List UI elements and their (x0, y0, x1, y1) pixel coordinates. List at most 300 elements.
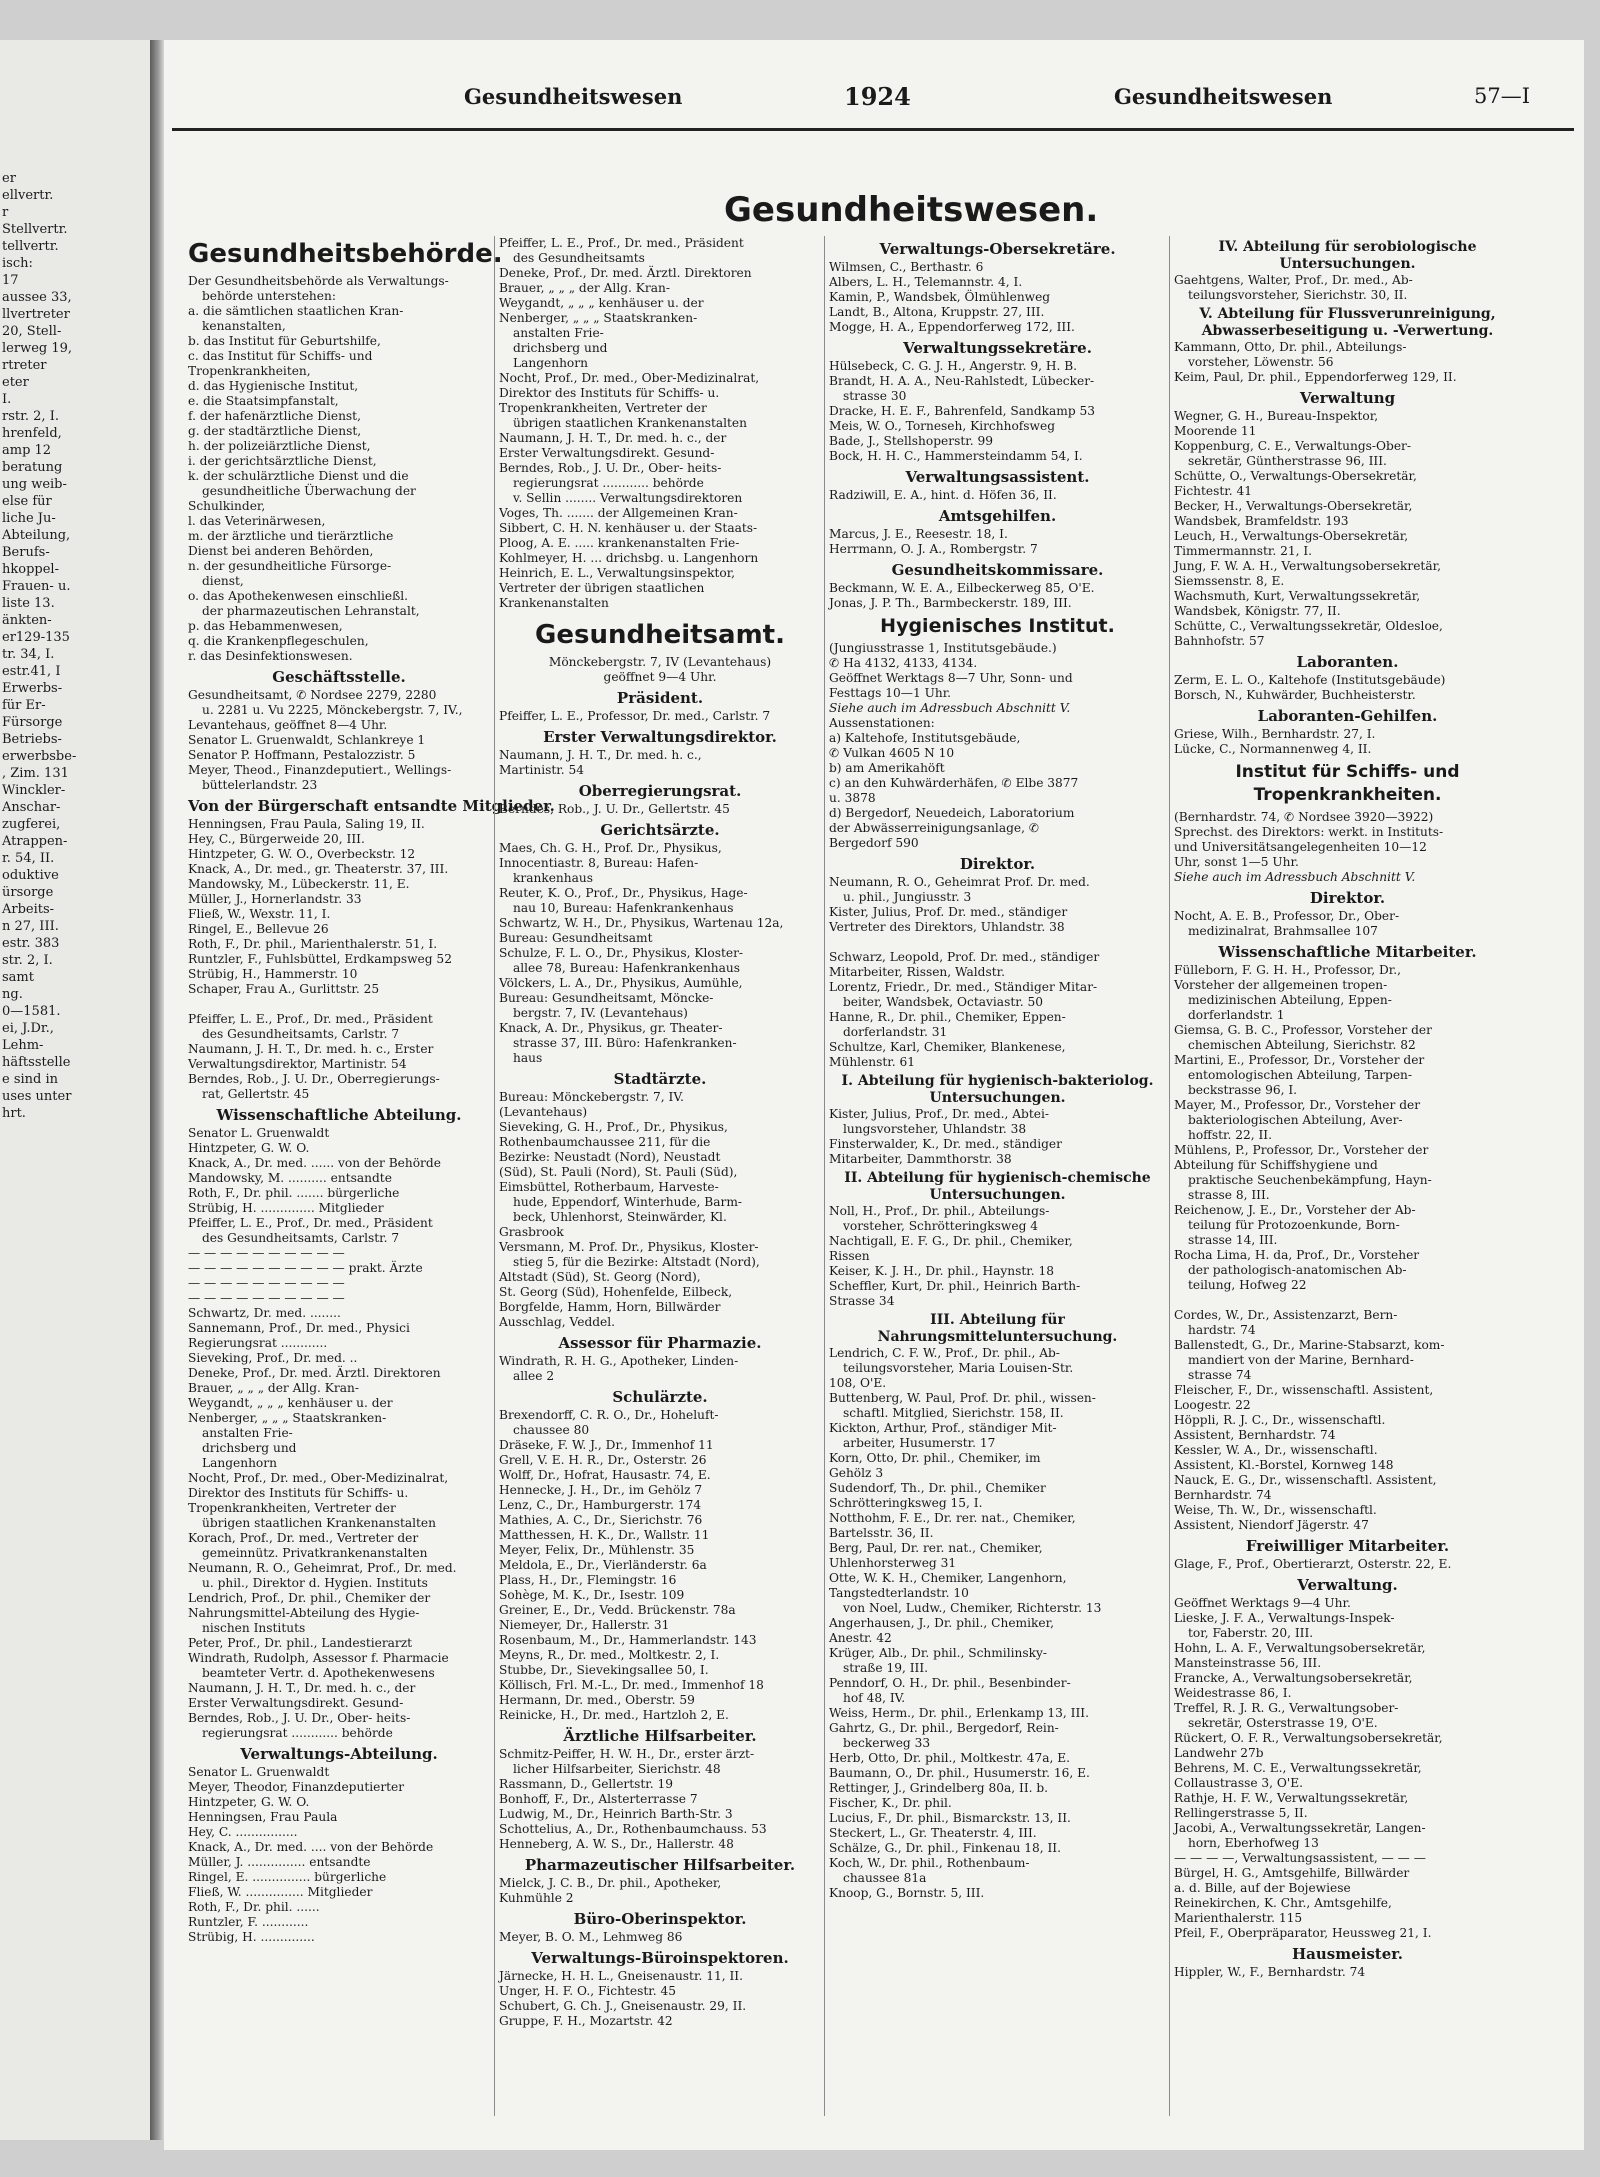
gesundheitsamt-section-entry: Meldola, E., Dr., Vierländerstr. 6a (499, 1558, 707, 1572)
gesundheitsamt-section-heading: Verwaltungs-Büroinspektoren. (531, 1949, 789, 1967)
staff-section-heading: Laboranten-Gehilfen. (1257, 707, 1438, 725)
tropen-section-entry: a. d. Bille, auf der Bojewiese (1174, 1881, 1351, 1895)
behoerde-member-entry: Nocht, Prof., Dr. med., Ober-Medizinalrat, (499, 371, 760, 385)
tropen-section-entry: sekretär, Osterstrasse 19, O'E. (1188, 1716, 1378, 1730)
tropen-section-entry: teilung für Protozoenkunde, Born- (1188, 1218, 1400, 1232)
abteilung-entry: Kickton, Arthur, Prof., ständiger Mit- (829, 1421, 1057, 1435)
tropen-section-entry: Geöffnet Werktags 9—4 Uhr. (1174, 1596, 1351, 1610)
behoerde-member-entry: Heinrich, E. L., Verwaltungsinspektor, (499, 566, 736, 580)
gesundheitsamt-section-entry: Unger, H. F. O., Fichtestr. 45 (499, 1984, 676, 1998)
tropen-section-entry: Assistent, Bernhardstr. 74 (1174, 1428, 1336, 1442)
geschaeftsstelle-entry: Senator P. Hoffmann, Pestalozzistr. 5 (188, 748, 416, 762)
gesundheitsamt-info: geöffnet 9—4 Uhr. (603, 670, 717, 684)
tropen-section-entry: Giemsa, G. B. C., Professor, Vorsteher der (1174, 1023, 1432, 1037)
gesundheitsamt-section-entry: allee 2 (513, 1369, 555, 1383)
gesundheitsamt-section-entry: Bureau: Gesundheitsamt (499, 931, 653, 945)
staff-section-entry: Schütte, C., Verwaltungssekretär, Oldesloe, (1174, 619, 1443, 633)
staff-section-entry: Dracke, H. E. F., Bahrenfeld, Sandkamp 53 (829, 404, 1096, 418)
gesundheitsamt-section-entry: bergstr. 7, IV. (Levantehaus) (513, 1006, 688, 1020)
behoerde-member-entry: des Gesundheitsamts (513, 251, 645, 265)
wiss-abteilung-entry: Sannemann, Prof., Dr. med., Physici (188, 1321, 410, 1335)
member-entry: Ringel, E., Bellevue 26 (188, 922, 329, 936)
staff-section-entry: Hülsebeck, C. G. J. H., Angerstr. 9, H. B. (829, 359, 1078, 373)
staff-section-entry: Becker, H., Verwaltungs-Obersekretär, (1174, 499, 1413, 513)
institut-info: der Abwässerreinigungsanlage, ✆ (829, 821, 1040, 835)
prev-page-text: 17 (2, 273, 19, 288)
direktor-entry: Mitarbeiter, Rissen, Waldstr. (829, 965, 1005, 979)
header-rule (172, 128, 1574, 131)
gesundheitsamt-section-entry: Pfeiffer, L. E., Professor, Dr. med., Carlstr. 7 (499, 709, 771, 723)
abteilung-entry: Keiser, K. J. H., Dr. phil., Haynstr. 18 (829, 1264, 1054, 1278)
gesundheitsamt-section-entry: Martinistr. 54 (499, 763, 585, 777)
prev-page-text: Stellvertr. (2, 222, 68, 237)
prev-page-text: lerweg 19, (2, 341, 73, 356)
geschaeftsstelle-entry: Senator L. Gruenwaldt, Schlankreye 1 (188, 733, 426, 747)
duty-item: n. der gesundheitliche Fürsorge- (188, 559, 392, 573)
gesundheitsamt-section-entry: Berndes, Rob., J. U. Dr., Gellertstr. 45 (499, 802, 730, 816)
tropen-section-entry: der pathologisch-anatomischen Ab- (1188, 1263, 1407, 1277)
abteilung-entry: teilungsvorsteher, Maria Louisen-Str. (843, 1361, 1074, 1375)
staff-section-entry: Brandt, H. A. A., Neu-Rahlstedt, Lübecker- (829, 374, 1095, 388)
duty-item: dienst, (202, 574, 244, 588)
duty-item: d. das Hygienische Institut, (188, 379, 359, 393)
staff-section-entry: Borsch, N., Kuhwärder, Buchheisterstr. (1174, 688, 1416, 702)
geschaeftsstelle-entry: Meyer, Theod., Finanzdeputiert., Wellings- (188, 763, 452, 777)
member-entry: Hey, C., Bürgerweide 20, III. (188, 832, 365, 846)
tropen-section-entry: Nauck, E. G., Dr., wissenschaftl. Assistent, (1174, 1473, 1437, 1487)
tropen-section-entry: Weidestrasse 86, I. (1174, 1686, 1292, 1700)
institut-info: Uhr, sonst 1—5 Uhr. (1174, 855, 1299, 869)
behoerde-member-entry: Kohlmeyer, H. ... drichsbg. u. Langenhorn (499, 551, 759, 565)
direktor-entry: Schwarz, Leopold, Prof. Dr. med., ständiger (829, 950, 1100, 964)
abteilung-entry: vorsteher, Löwenstr. 56 (1188, 355, 1334, 369)
gesundheitsamt-info: Mönckebergstr. 7, IV (Levantehaus) (548, 655, 772, 669)
wiss-abteilung-entry: Langenhorn (202, 1456, 277, 1470)
tropen-section-entry: praktische Seuchenbekämpfung, Hayn- (1188, 1173, 1432, 1187)
gesundheitsamt-section-entry: Lenz, C., Dr., Hamburgerstr. 174 (499, 1498, 702, 1512)
staff-section-heading: Gesundheitskommissare. (891, 561, 1104, 579)
prev-page-text: , Zim. 131 (2, 766, 69, 781)
prev-page-text: samt (2, 970, 34, 985)
prev-page-text: r. 54, II. (2, 851, 55, 866)
tropen-section-entry: Bürgel, H. G., Amtsgehilfe, Billwärder (1174, 1866, 1410, 1880)
tropen-section-entry: Kessler, W. A., Dr., wissenschaftl. (1174, 1443, 1378, 1457)
abteilung-heading: I. Abteilung für hygienisch-bakteriolog. Untersuchungen. (841, 1073, 1154, 1106)
tropen-section-heading: Freiwilliger Mitarbeiter. (1245, 1537, 1450, 1555)
wiss-abteilung-entry: drichsberg und (202, 1441, 297, 1455)
wiss-abteilung-entry: Knack, A., Dr. med. ...... von der Behörde (188, 1156, 441, 1170)
wiss-abteilung-entry: — — — — — — — — — — (188, 1291, 345, 1305)
institut-info: Siehe auch im Adressbuch Abschnitt V. (829, 701, 1071, 715)
gesundheitsamt-section-entry: stieg 5, für die Bezirke: Altstadt (Nord), (513, 1255, 760, 1269)
page-number: 57—I (1474, 84, 1531, 108)
gesundheitsamt-section-heading: Gerichtsärzte. (600, 821, 720, 839)
wiss-abteilung-entry: Brauer, „ „ „ der Allg. Kran- (188, 1381, 359, 1395)
gesundheitsamt-section-entry: allee 78, Bureau: Hafenkrankenhaus (513, 961, 741, 975)
abteilung-heading: IV. Abteilung für serobiologische Untersuchungen. (1218, 239, 1477, 272)
abteilung-entry: Anestr. 42 (829, 1631, 892, 1645)
wiss-abteilung-entry: anstalten Frie- (202, 1426, 293, 1440)
staff-section-heading: Laboranten. (1296, 653, 1399, 671)
tropen-section-entry: strasse 8, III. (1188, 1188, 1270, 1202)
tropen-section-entry: Landwehr 27b (1174, 1746, 1264, 1760)
abteilung-entry: Kammann, Otto, Dr. phil., Abteilungs- (1174, 340, 1407, 354)
gesundheitsamt-section-entry: Bonhoff, F., Dr., Alsterterrasse 7 (499, 1792, 698, 1806)
abteilung-entry: Rettinger, J., Grindelberg 80a, II. b. (829, 1781, 1049, 1795)
staff-section-heading: Verwaltungs-Obersekretäre. (879, 240, 1116, 258)
duty-item: i. der gerichtsärztliche Dienst, (188, 454, 377, 468)
gesundheitsamt-section-heading: Schulärzte. (612, 1388, 708, 1406)
geschaeftsstelle-entry: Levantehaus, geöffnet 8—4 Uhr. (188, 718, 388, 732)
tropen-section-heading: Wissenschaftliche Mitarbeiter. (1218, 943, 1477, 961)
prev-page-text: Winckler- (2, 783, 66, 798)
abteilung-entry: Koch, W., Dr. phil., Rothenbaum- (829, 1856, 1030, 1870)
column-2 (494, 236, 825, 2116)
prev-page-text: liche Ju- (2, 511, 56, 526)
prev-page-text: e sind in (2, 1072, 59, 1087)
institut-info: a) Kaltehofe, Institutsgebäude, (829, 731, 1021, 745)
staff-section-entry: Radziwill, E. A., hint. d. Höfen 36, II. (829, 488, 1057, 502)
tropen-section-entry: Fülleborn, F. G. H. H., Professor, Dr., (1174, 963, 1402, 977)
abteilung-entry: Sudendorf, Th., Dr. phil., Chemiker (829, 1481, 1046, 1495)
abteilung-entry: Strasse 34 (829, 1294, 895, 1308)
wiss-abteilung-entry: Weygandt, „ „ „ kenhäuser u. der (188, 1396, 393, 1410)
abteilung-entry: straße 19, III. (843, 1661, 929, 1675)
gesundheitsamt-section-entry: krankenhaus (513, 871, 593, 885)
prev-page-text: er (2, 171, 16, 186)
column-4 (1169, 236, 1525, 2116)
staff-section-entry: Griese, Wilh., Bernhardstr. 27, I. (1174, 727, 1376, 741)
duty-item: c. das Institut für Schiffs- und (188, 349, 373, 363)
wiss-abteilung-entry: Hintzpeter, G. W. O. (188, 1141, 310, 1155)
gesundheitsamt-section-entry: Niemeyer, Dr., Hallerstr. 31 (499, 1618, 670, 1632)
tropen-section-entry: Hohn, L. A. F., Verwaltungsobersekretär, (1174, 1641, 1426, 1655)
tropen-section-entry: beckstrasse 96, I. (1188, 1083, 1298, 1097)
behoerde-member-entry: Tropenkrankheiten, Vertreter der (499, 401, 707, 415)
staff-section-entry: Albers, L. H., Telemannstr. 4, I. (829, 275, 1023, 289)
behoerde-member-entry: Direktor des Instituts für Schiffs- u. (499, 386, 720, 400)
gesundheitsamt-section-entry: Bezirke: Neustadt (Nord), Neustadt (499, 1150, 721, 1164)
duty-item: m. der ärztliche und tierärztliche (188, 529, 394, 543)
tropen-section-entry: medizinalrat, Brahmsallee 107 (1188, 924, 1378, 938)
section-heading-hygienisches-institut: Hygienisches Institut. (880, 615, 1115, 637)
abteilung-entry: Korn, Otto, Dr. phil., Chemiker, im (829, 1451, 1041, 1465)
prev-page-text: hrt. (2, 1106, 26, 1121)
tropen-section-entry: Martini, E., Professor, Dr., Vorsteher der (1174, 1053, 1425, 1067)
staff-section-entry: Bock, H. H. C., Hammersteindamm 54, I. (829, 449, 1083, 463)
tropen-section-entry: Abteilung für Schiffshygiene und (1174, 1158, 1378, 1172)
prev-page-text: zugferei, (2, 817, 61, 832)
institut-info: Sprechst. des Direktors: werkt. in Instituts- (1174, 825, 1444, 839)
prev-page-text: ürsorge (2, 885, 54, 900)
verw-abteilung-entry: Roth, F., Dr. phil. ...... (188, 1900, 320, 1914)
tropen-section-entry: Mühlens, P., Professor, Dr., Vorsteher der (1174, 1143, 1429, 1157)
tropen-section-entry: Rathje, H. F. W., Verwaltungssekretär, (1174, 1791, 1409, 1805)
tropen-section-entry: bakteriologischen Abteilung, Aver- (1188, 1113, 1403, 1127)
wiss-abteilung-entry: Naumann, J. H. T., Dr. med. h. c., der (188, 1681, 416, 1695)
abteilung-entry: lungsvorsteher, Uhlandstr. 38 (843, 1122, 1027, 1136)
abteilung-entry: Finsterwalder, K., Dr. med., ständiger (829, 1137, 1062, 1151)
gesundheitsamt-section-entry: Reuter, K. O., Prof., Dr., Physikus, Hage- (499, 886, 748, 900)
member-entry: Strübig, H., Hammerstr. 10 (188, 967, 358, 981)
prev-page-text: liste 13. (2, 596, 55, 611)
member-entry (188, 997, 490, 1012)
wiss-abteilung-entry: gemeinnütz. Privatkrankenanstalten (202, 1546, 428, 1560)
prev-page-text: Anschar- (2, 800, 61, 815)
wiss-abteilung-entry: übrigen staatlichen Krankenanstalten (202, 1516, 436, 1530)
prev-page-text: I. (2, 392, 12, 407)
gesundheitsamt-section-heading: Erster Verwaltungsdirektor. (543, 728, 777, 746)
gesundheitsamt-section-entry: St. Georg (Süd), Hohenfelde, Eilbeck, (499, 1285, 733, 1299)
staff-section-entry: Jonas, J. P. Th., Barmbeckerstr. 189, III. (829, 596, 1072, 610)
gesundheitsamt-section-entry: Knack, A. Dr., Physikus, gr. Theater- (499, 1021, 723, 1035)
gesundheitsamt-section-entry: Matthessen, H. K., Dr., Wallstr. 11 (499, 1528, 710, 1542)
gesundheitsamt-section-heading: Stadtärzte. (613, 1070, 707, 1088)
institut-info: Bergedorf 590 (829, 836, 919, 850)
member-entry: Fließ, W., Wexstr. 11, I. (188, 907, 331, 921)
tropen-section-entry: Reinekirchen, K. Chr., Amtsgehilfe, (1174, 1896, 1392, 1910)
prev-page-text: 20, Stell- (2, 324, 62, 339)
member-entry: Roth, F., Dr. phil., Marienthalerstr. 51, I. (188, 937, 438, 951)
member-entry: Pfeiffer, L. E., Prof., Dr. med., Präsident (188, 1012, 433, 1026)
prev-page-text: llvertreter (2, 307, 70, 322)
gesundheitsamt-section-entry: Meyer, B. O. M., Lehmweg 86 (499, 1930, 683, 1944)
direktor-entry: Hanne, R., Dr. phil., Chemiker, Eppen- (829, 1010, 1066, 1024)
abteilung-entry: beckerweg 33 (843, 1736, 931, 1750)
gesundheitsamt-section-heading: Pharmazeutischer Hilfsarbeiter. (524, 1856, 796, 1874)
prev-page-text: Atrappen- (2, 834, 68, 849)
direktor-entry: Mühlenstr. 61 (829, 1055, 916, 1069)
tropen-section-entry: Rocha Lima, H. da, Prof., Dr., Vorsteher (1174, 1248, 1420, 1262)
duty-item: Tropenkrankheiten, (188, 364, 311, 378)
behoerde-member-entry: Voges, Th. ....... der Allgemeinen Kran- (499, 506, 738, 520)
gesundheitsamt-section-entry: Borgfelde, Hamm, Horn, Billwärder (499, 1300, 721, 1314)
gesundheitsamt-section-entry: Gruppe, F. H., Mozartstr. 42 (499, 2014, 673, 2028)
running-header (164, 84, 1584, 124)
behoerde-member-entry: Langenhorn (513, 356, 588, 370)
verw-abteilung-entry: Knack, A., Dr. med. .... von der Behörde (188, 1840, 434, 1854)
prev-page-text: beratung (2, 460, 63, 475)
behoerde-member-entry: drichsberg und (513, 341, 608, 355)
duty-item: g. der stadtärztliche Dienst, (188, 424, 362, 438)
tropen-section-entry: Jacobi, A., Verwaltungssekretär, Langen- (1174, 1821, 1426, 1835)
staff-section-heading: Verwaltungsassistent. (905, 468, 1090, 486)
staff-section-entry: strasse 30 (843, 389, 907, 403)
wiss-abteilung-entry: Nenberger, „ „ „ Staatskranken- (188, 1411, 387, 1425)
prev-page-text: ung weib- (2, 477, 67, 492)
behoerde-member-entry: Deneke, Prof., Dr. med. Ärztl. Direktoren (499, 266, 752, 280)
duty-item: gesundheitliche Überwachung der (202, 484, 416, 498)
gesundheitsamt-section-heading: Präsident. (616, 689, 704, 707)
abteilung-entry: Noll, H., Prof., Dr. phil., Abteilungs- (829, 1204, 1050, 1218)
gesundheitsamt-section-entry: Greiner, E., Dr., Vedd. Brückenstr. 78a (499, 1603, 736, 1617)
gesundheitsamt-section-entry: Schubert, G. Ch. J., Gneisenaustr. 29, II. (499, 1999, 747, 2013)
abteilung-entry: Steckert, L., Gr. Theaterstr. 4, III. (829, 1826, 1037, 1840)
staff-section-entry: Timmermannstr. 21, I. (1174, 544, 1313, 558)
prev-page-text: für Er- (2, 698, 46, 713)
member-entry: Verwaltungsdirektor, Martinistr. 54 (188, 1057, 407, 1071)
gesundheitsamt-section-heading: Büro-Oberinspektor. (573, 1910, 747, 1928)
gesundheitsamt-section-entry: beck, Uhlenhorst, Steinwärder, Kl. (513, 1210, 727, 1224)
duty-item: p. das Hebammenwesen, (188, 619, 343, 633)
verw-abteilung-entry: Strübig, H. .............. (188, 1930, 315, 1944)
prev-page-text: er129-135 (2, 630, 70, 645)
gesundheitsamt-section-entry: Eimsbüttel, Rotherbaum, Harveste- (499, 1180, 719, 1194)
staff-section-entry: Jung, F. W. A. H., Verwaltungsobersekretär, (1174, 559, 1441, 573)
prev-page-text: hrenfeld, (2, 426, 62, 441)
prev-page-text: else für (2, 494, 52, 509)
intro-line: Der Gesundheitsbehörde als Verwaltungs- (188, 274, 449, 288)
abteilung-entry: Knoop, G., Bornstr. 5, III. (829, 1886, 985, 1900)
prev-page-text: Arbeits- (2, 902, 55, 917)
abteilung-entry: Kister, Julius, Prof., Dr. med., Abtei- (829, 1107, 1049, 1121)
verw-abteilung-entry: Meyer, Theodor, Finanzdeputierter (188, 1780, 405, 1794)
abteilung-entry: Scheffler, Kurt, Dr. phil., Heinrich Barth- (829, 1279, 1081, 1293)
gesundheitsamt-section-entry: Bureau: Mönckebergstr. 7, IV. (499, 1090, 684, 1104)
wiss-abteilung-entry: Pfeiffer, L. E., Prof., Dr. med., Präsident (188, 1216, 433, 1230)
gesundheitsamt-section-entry: Völckers, L. A., Dr., Physikus, Aumühle, (499, 976, 743, 990)
staff-section-entry: Bahnhofstr. 57 (1174, 634, 1265, 648)
staff-section-entry: Wachsmuth, Kurt, Verwaltungssekretär, (1174, 589, 1421, 603)
gesundheitsamt-section-entry: Ludwig, M., Dr., Heinrich Barth-Str. 3 (499, 1807, 733, 1821)
institut-info: Festtags 10—1 Uhr. (829, 686, 952, 700)
verw-abteilung-entry: Hintzpeter, G. W. O. (188, 1795, 310, 1809)
gesundheitsamt-section-entry: Rassmann, D., Gellertstr. 19 (499, 1777, 674, 1791)
wiss-abteilung-entry: Strübig, H. .............. Mitglieder (188, 1201, 384, 1215)
duty-item: r. das Desinfektionswesen. (188, 649, 353, 663)
abteilung-entry: Lendrich, C. F. W., Prof., Dr. phil., Ab- (829, 1346, 1060, 1360)
abteilung-entry: Lucius, F., Dr. phil., Bismarckstr. 13, II. (829, 1811, 1071, 1825)
staff-section-entry: Siemssenstr. 8, E. (1174, 574, 1285, 588)
abteilung-entry: Tangstedterlandstr. 10 (829, 1586, 969, 1600)
prev-page-text: amp 12 (2, 443, 52, 458)
institut-info: und Universitätsangelegenheiten 10—12 (1174, 840, 1427, 854)
tropen-section-entry: Mayer, M., Professor, Dr., Vorsteher der (1174, 1098, 1421, 1112)
tropen-section-heading: Verwaltung. (1297, 1576, 1398, 1594)
behoerde-member-entry: Berndes, Rob., J. U. Dr., Ober- heits- (499, 461, 722, 475)
prev-page-text: änkten- (2, 613, 52, 628)
prev-page-text: ei, J.Dr., (2, 1021, 54, 1036)
abteilung-entry: arbeiter, Husumerstr. 17 (843, 1436, 996, 1450)
gesundheitsamt-section-entry: hude, Eppendorf, Winterhude, Barm- (513, 1195, 742, 1209)
abteilung-entry: chaussee 81a (843, 1871, 927, 1885)
wiss-abteilung-entry: Korach, Prof., Dr. med., Vertreter der (188, 1531, 419, 1545)
abteilung-entry: Schrötteringksweg 15, I. (829, 1496, 983, 1510)
buergerschaft-heading: Von der Bürgerschaft entsandte Mitglieder. (188, 797, 555, 815)
wiss-abteilung-entry: Roth, F., Dr. phil. ....... bürgerliche (188, 1186, 400, 1200)
institut-info: u. 3878 (829, 791, 876, 805)
verw-abteilung-entry: Fließ, W. ............... Mitglieder (188, 1885, 373, 1899)
tropen-section-entry: Bernhardstr. 74 (1174, 1488, 1272, 1502)
prev-page-text: estr.41, I (2, 664, 61, 679)
abteilung-entry: hof 48, IV. (843, 1691, 906, 1705)
gesundheitsamt-section-entry: Naumann, J. H. T., Dr. med. h. c., (499, 748, 702, 762)
prev-page-text: Frauen- u. (2, 579, 71, 594)
tropen-section-entry: Lieske, J. F. A., Verwaltungs-Inspek- (1174, 1611, 1395, 1625)
abteilung-entry: 108, O'E. (829, 1376, 887, 1390)
previous-page-fragment (0, 40, 150, 2140)
abteilung-entry: Baumann, O., Dr. phil., Husumerstr. 16, E. (829, 1766, 1090, 1780)
tropen-section-entry: Treffel, R. J. R. G., Verwaltungsober- (1174, 1701, 1399, 1715)
staff-section-entry: Wilmsen, C., Berthastr. 6 (829, 260, 984, 274)
tropen-section-entry: strasse 74 (1188, 1368, 1252, 1382)
wiss-abteilung-entry: beamteter Vertr. d. Apothekenwesens (202, 1666, 435, 1680)
member-entry: des Gesundheitsamts, Carlstr. 7 (202, 1027, 400, 1041)
behoerde-member-entry: Vertreter der übrigen staatlichen (499, 581, 705, 595)
gesundheitsamt-section-heading: Oberregierungsrat. (578, 782, 742, 800)
behoerde-member-entry: übrigen staatlichen Krankenanstalten (513, 416, 747, 430)
staff-section-entry: Meis, W. O., Torneseh, Kirchhofsweg (829, 419, 1056, 433)
gesundheitsamt-section-entry: Dräseke, F. W. J., Dr., Immenhof 11 (499, 1438, 714, 1452)
prev-page-text: eter (2, 375, 29, 390)
gesundheitsamt-section-entry: Reinicke, H., Dr. med., Hartzloh 2, E. (499, 1708, 729, 1722)
gesundheitsamt-section-entry: nau 10, Bureau: Hafenkrankenhaus (513, 901, 734, 915)
verw-abteilung-entry: Ringel, E. ............... bürgerliche (188, 1870, 387, 1884)
member-entry: Müller, J., Hornerlandstr. 33 (188, 892, 362, 906)
tropen-section-entry: Marienthalerstr. 115 (1174, 1911, 1303, 1925)
wiss-abteilung-entry: Mandowsky, M. .......... entsandte (188, 1171, 392, 1185)
tropen-section-entry: Fleischer, F., Dr., wissenschaftl. Assistent, (1174, 1383, 1434, 1397)
tropen-section-entry: entomologischen Abteilung, Tarpen- (1188, 1068, 1413, 1082)
tropen-section-entry: Vorsteher der allgemeinen tropen- (1174, 978, 1388, 992)
gesundheitsamt-section-heading: Ärztliche Hilfsarbeiter. (563, 1727, 757, 1745)
gesundheitsamt-section-entry: Ausschlag, Veddel. (499, 1315, 616, 1329)
behoerde-member-entry: Weygandt, „ „ „ kenhäuser u. der (499, 296, 704, 310)
gesundheitsamt-section-entry: Altstadt (Süd), St. Georg (Nord), (499, 1270, 701, 1284)
tropen-section-entry: horn, Eberhofweg 13 (1188, 1836, 1319, 1850)
staff-section-heading: Amtsgehilfen. (938, 507, 1057, 525)
wiss-abteilung-entry: — — — — — — — — — — prakt. Ärzte (188, 1261, 423, 1275)
tropen-section-entry: Cordes, W., Dr., Assistenzarzt, Bern- (1174, 1308, 1398, 1322)
staff-section-entry: Fichtestr. 41 (1174, 484, 1253, 498)
tropen-section-entry: strasse 14, III. (1188, 1233, 1278, 1247)
prev-page-text: Abteilung, (2, 528, 71, 543)
duty-item: k. der schulärztliche Dienst und die (188, 469, 409, 483)
staff-section-entry: Zerm, E. L. O., Kaltehofe (Institutsgebäude) (1174, 673, 1446, 687)
tropen-section-entry: Collaustrasse 3, O'E. (1174, 1776, 1304, 1790)
prev-page-text: str. 2, I. (2, 953, 53, 968)
tropen-section-heading: Direktor. (1309, 889, 1386, 907)
abteilung-entry: Otte, W. K. H., Chemiker, Langenhorn, (829, 1571, 1067, 1585)
prev-page-text: rstr. 2, I. (2, 409, 59, 424)
abteilung-entry: Herb, Otto, Dr. phil., Moltkestr. 47a, E. (829, 1751, 1071, 1765)
direktor-entry: Lorentz, Friedr., Dr. med., Ständiger Mitar- (829, 980, 1098, 994)
duty-item: o. das Apothekenwesen einschließl. (188, 589, 409, 603)
gesundheitsamt-section-entry: Järnecke, H. H. L., Gneisenaustr. 11, II. (499, 1969, 743, 1983)
abteilung-entry: Angerhausen, J., Dr. phil., Chemiker, (829, 1616, 1054, 1630)
member-entry: Schaper, Frau A., Gurlittstr. 25 (188, 982, 380, 996)
tropen-section-entry: — — — —, Verwaltungsassistent, — — — (1174, 1851, 1426, 1865)
gesundheitsamt-section-entry: Stubbe, Dr., Sievekingsallee 50, I. (499, 1663, 709, 1677)
verw-abteilung-heading: Verwaltungs-Abteilung. (240, 1745, 438, 1763)
gesundheitsamt-section-entry: (Levantehaus) (499, 1105, 588, 1119)
behoerde-member-entry: Krankenanstalten (499, 596, 609, 610)
duty-item: Dienst bei anderen Behörden, (188, 544, 374, 558)
behoerde-member-entry: Ploog, A. E. ..... krankenanstalten Frie- (499, 536, 740, 550)
tropen-section-entry: Höppli, R. J. C., Dr., wissenschaftl. (1174, 1413, 1386, 1427)
gesundheitsamt-section-entry: Hennecke, J. H., Dr., im Gehölz 7 (499, 1483, 703, 1497)
member-entry: Runtzler, F., Fuhlsbüttel, Erdkampsweg 52 (188, 952, 452, 966)
gesundheitsamt-section-entry: Schmitz-Peiffer, H. W. H., Dr., erster ärzt- (499, 1747, 755, 1761)
tropen-section-entry: Francke, A., Verwaltungsobersekretär, (1174, 1671, 1413, 1685)
gesundheitsamt-section-entry: Mielck, J. C. B., Dr. phil., Apotheker, (499, 1876, 722, 1890)
column-2-content (495, 236, 825, 2029)
duty-item: l. das Veterinärwesen, (188, 514, 326, 528)
column-4-content (1170, 239, 1525, 1980)
prev-page-text: Lehm- (2, 1038, 44, 1053)
gesundheitsamt-section-entry: Henneberg, A. W. S., Dr., Hallerstr. 48 (499, 1837, 734, 1851)
prev-page-text: uses unter (2, 1089, 72, 1104)
